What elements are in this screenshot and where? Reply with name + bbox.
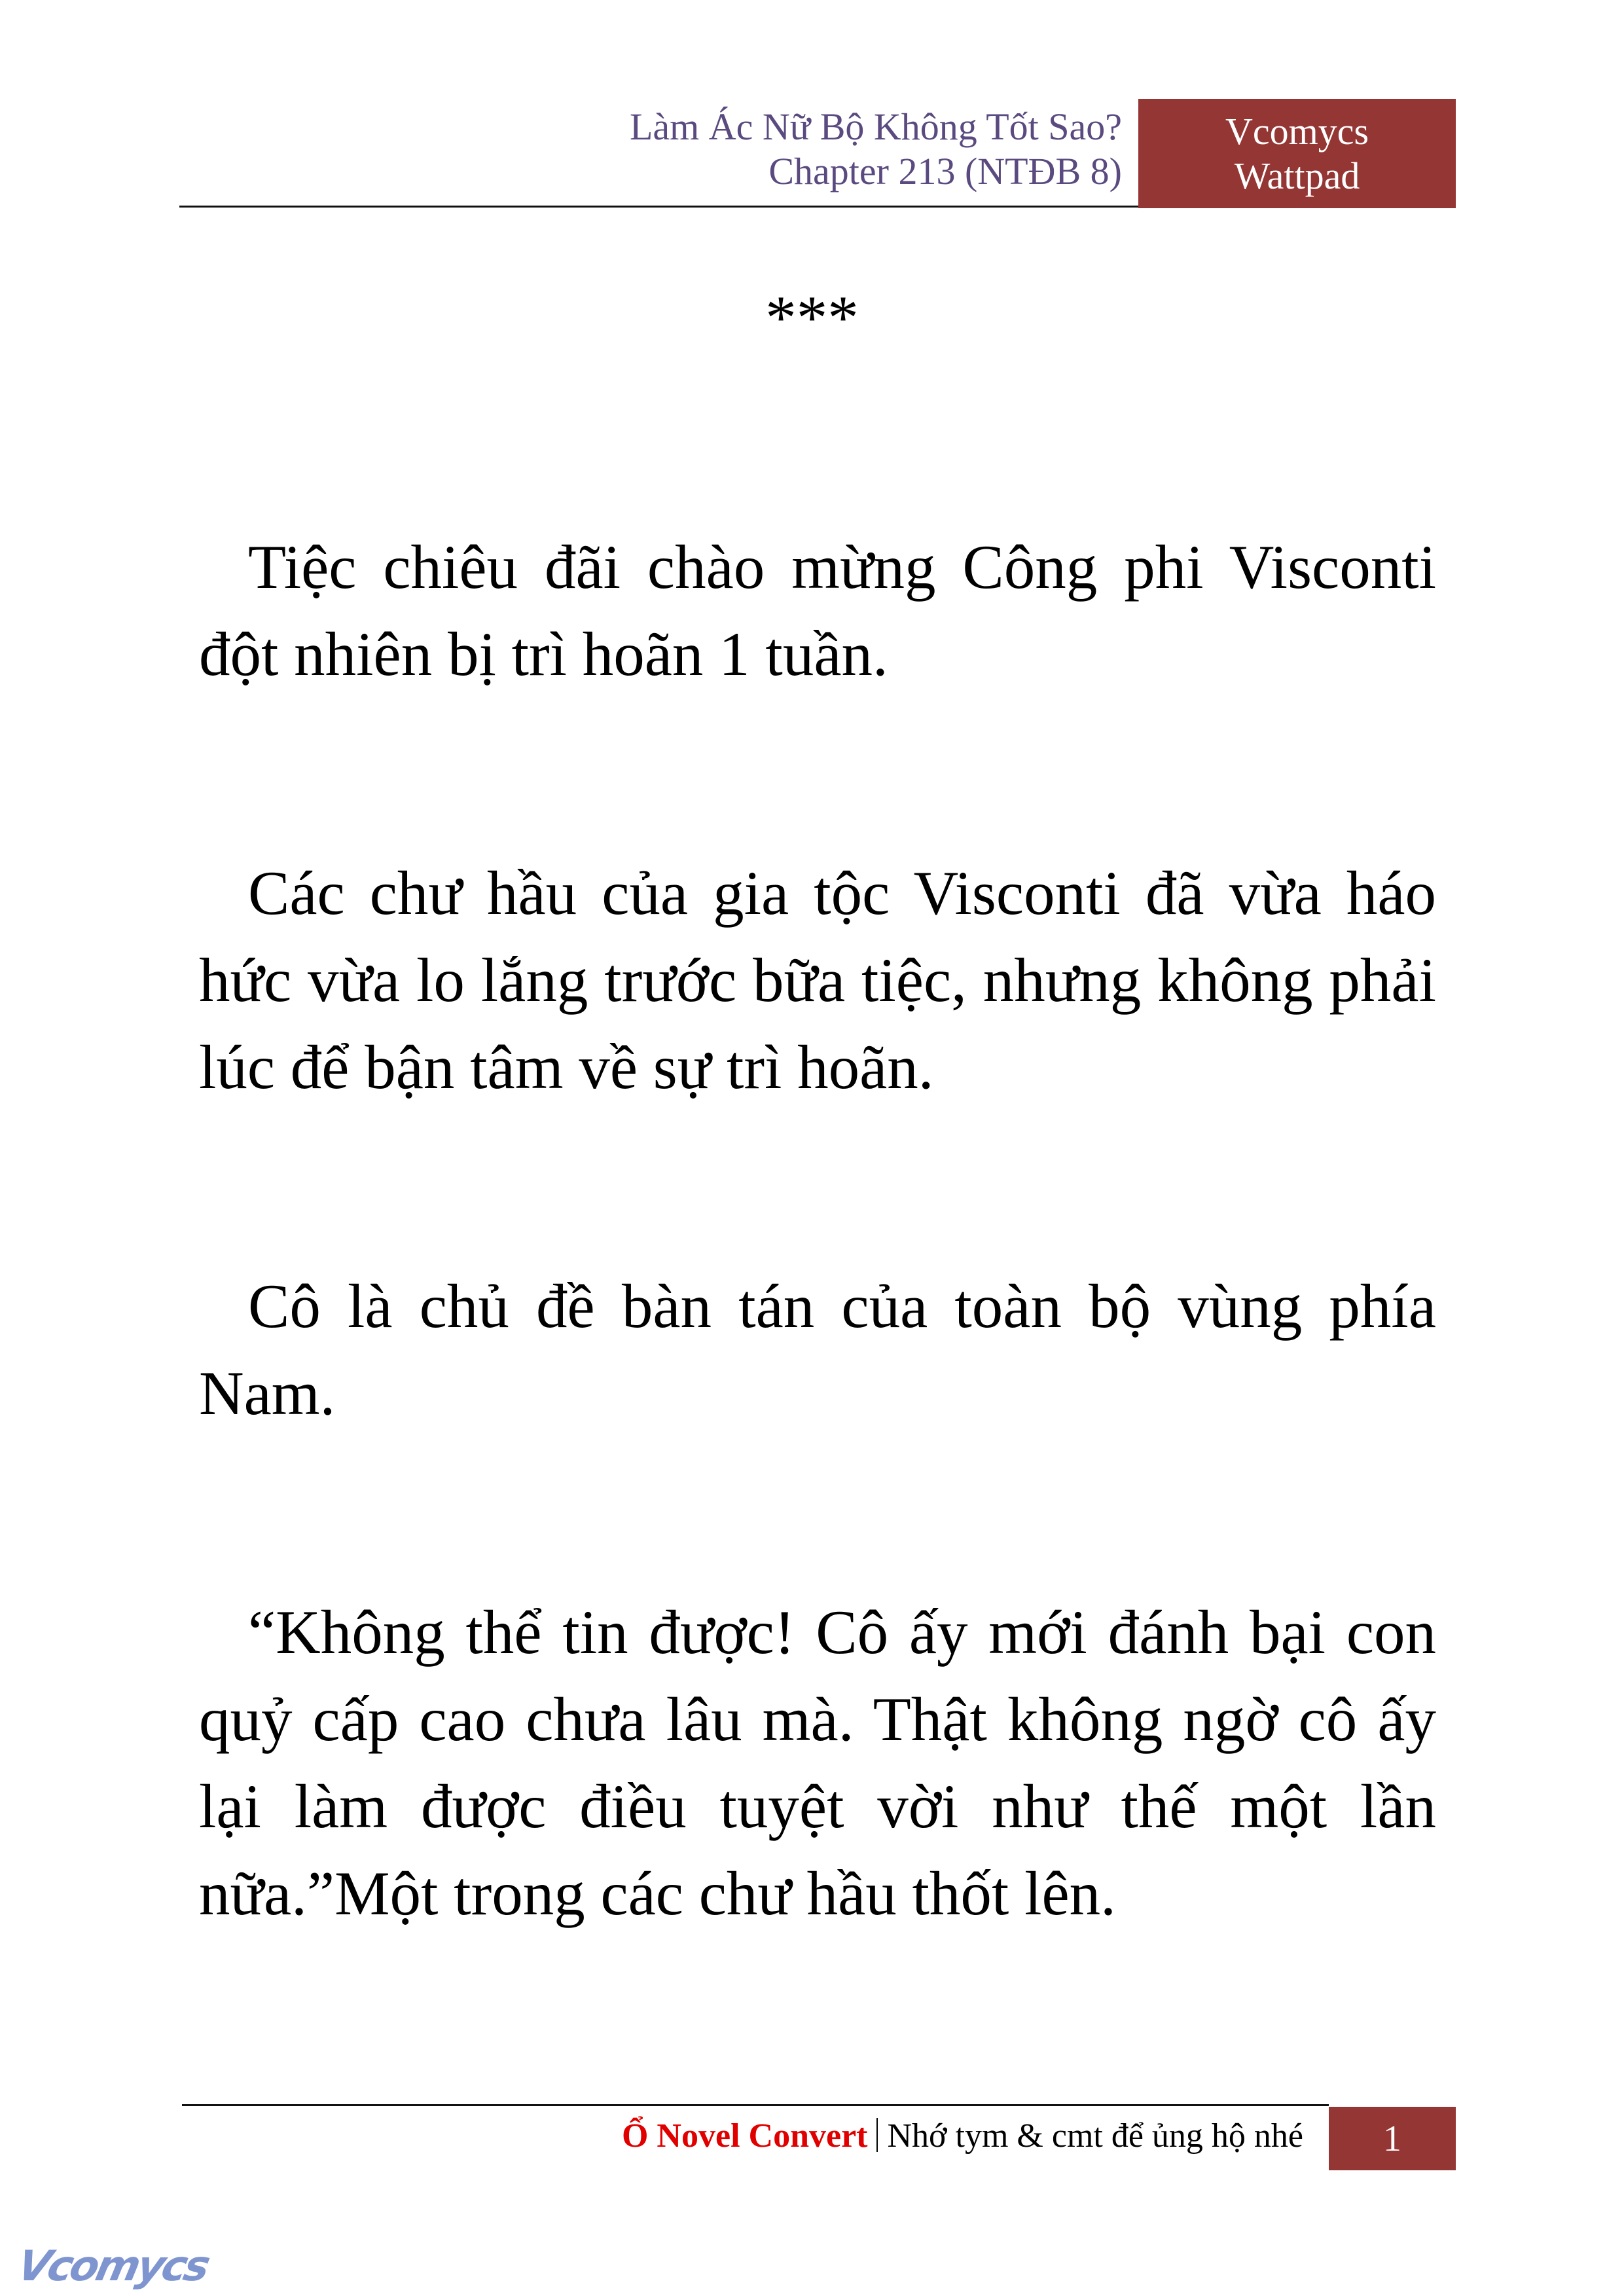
footer-brand: Ổ Novel Convert	[621, 2117, 868, 2155]
page-number: 1	[1329, 2107, 1456, 2170]
footer-message: Nhớ tym & cmt để ủng hộ nhé	[887, 2117, 1303, 2155]
running-header	[630, 105, 1122, 194]
source-badge-line2: Wattpad	[1234, 154, 1360, 197]
footer-rule	[182, 2104, 1329, 2106]
paragraph: “Không thể tin được! Cô ấy mới đánh bại con quỷ cấp cao chưa lâu mà. Thật không ngờ cô ấy lại làm được điều tuyệt vời như thế một lần nữa.”Một trong các chư hầu thốt lên.	[199, 1597, 1436, 1928]
source-badge	[1138, 99, 1456, 208]
chapter-label: Chapter 213 (NTĐB 8)	[768, 150, 1122, 192]
footer-text	[622, 2113, 1303, 2159]
paragraph: Cô là chủ đề bàn tán của toàn bộ vùng phía Nam.	[199, 1271, 1436, 1428]
paragraph: Tiệc chiêu đãi chào mừng Công phi Visconti đột nhiên bị trì hoãn 1 tuần.	[199, 532, 1436, 689]
book-title: Làm Ác Nữ Bộ Không Tốt Sao?	[629, 105, 1122, 148]
paragraph: Các chư hầu của gia tộc Visconti đã vừa háo hức vừa lo lắng trước bữa tiệc, nhưng không phải lúc để bận tâm về sự trì hoãn.	[199, 858, 1436, 1102]
header-rule	[179, 206, 1139, 208]
vcomycs-watermark-logo: Vcomycs	[13, 2242, 212, 2291]
footer-divider	[876, 2118, 878, 2152]
source-badge-line1: Vcomycs	[1225, 109, 1369, 153]
chapter-body	[199, 524, 1436, 2089]
scene-separator: ***	[765, 283, 859, 352]
